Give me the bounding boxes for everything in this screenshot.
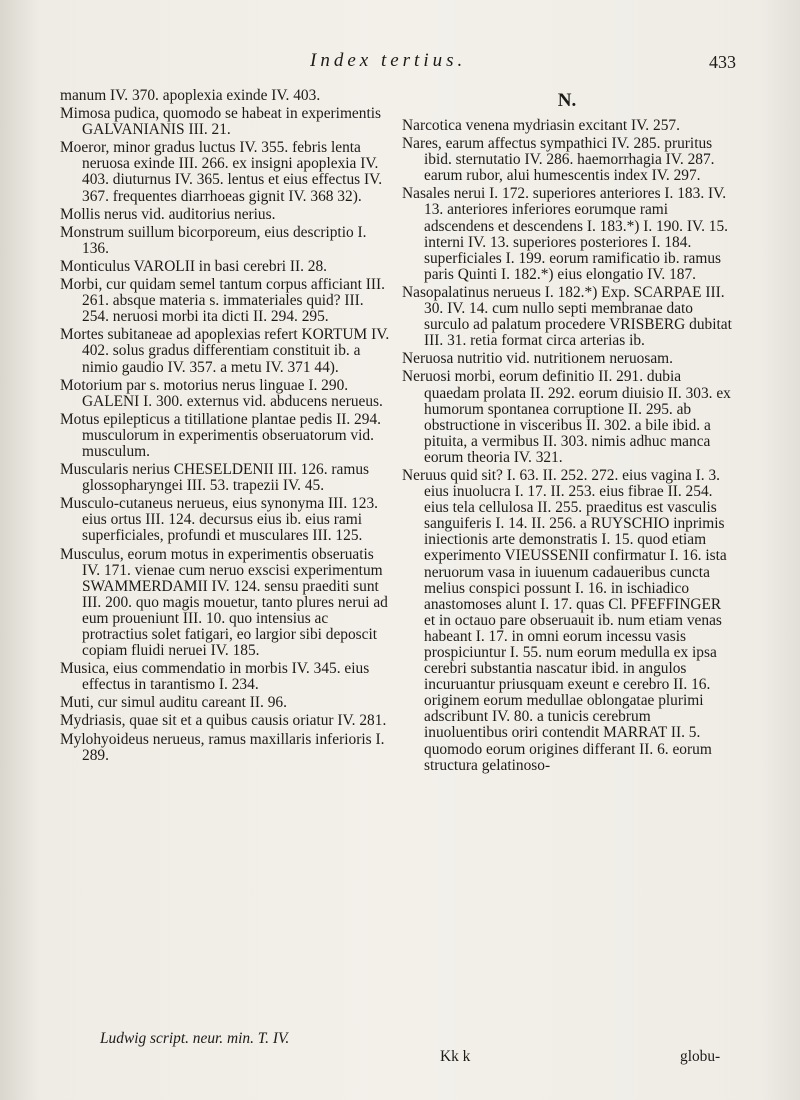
page-header [0,50,800,80]
index-entry: Nasopalatinus nerueus I. 182.*) Exp. SCARPAE III. 30. IV. 14. cum nullo septi membranae dato surculo ad palatum procedere VRISBERG dubitat III. 31. retia format circa arterias ib. [402,283,732,350]
index-entry: Mylohyoideus nerueus, ramus maxillaris inferioris I. 289. [60,730,385,764]
index-entry: Motus epilepticus a titillatione plantae pedis II. 294. musculorum in experimentis obseruatorum vid. musculum. [60,410,381,460]
index-entry: Musica, eius commendatio in morbis IV. 345. eius effectus in tarantismo I. 234. [60,660,370,694]
index-entry: Musculo-cutaneus nerueus, eius synonyma III. 123. eius ortus III. 124. decursus eius ib. eius rami superficiales, profundi et musculares III. 125. [60,495,379,545]
letter-heading: N. [557,90,577,111]
index-entry: Neruus quid sit? I. 63. II. 252. 272. eius vagina I. 3. eius inuolucra I. 17. II. 253. eius fibrae II. 254. eius tela cellulosa II. 255. praeditus est vasculis sanguiferis I. 14. II. 256. a RUYSCHIO inprimis iniectionis arte demonstratis I. 15. quod etiam experimento VIEUSSENII confirmatur I. 16. ista neruorum vasa in iuuenum cadaueribus cuncta melius conspici possunt I. 16. in ischiadico anastomoses alunt I. 17. quas Cl. PFEFFINGER et in octauo pare obseruauit ib. num etiam venas habeant I. 17. in omni eorum incessu vasis prospiciuntur I. 55. num eorum medulla ex ipsa cerebri substantia nascatur ibid. in angulos incuruantur priusquam exeunt e cerebro II. 16. originem eorum medullae oblongatae plurimi adscribunt IV. 80. a tunicis cerebrum inuoluentibus oriri contendit MARRAT II. 5. quomodo eorum origines differant II. 6. eorum structura gelatinoso- [402,466,727,774]
index-entry: Mydriasis, quae sit et a quibus causis oriatur IV. 281. [60,712,387,730]
index-entry: Mollis nerus vid. auditorius nerius. [60,205,276,223]
page-number: 433 [709,52,736,72]
index-entry: Motorium par s. motorius nerus linguae I. 290. GALENI I. 300. externus vid. abducens nerueus. [60,376,383,410]
signature-mark: Kk k [440,1048,471,1065]
index-entry: Moeror, minor gradus luctus IV. 355. febris lenta neruosa exinde III. 266. ex insigni apoplexia IV. 403. diuturnus IV. 365. lentus et eius effectus IV. 367. frequentes diarrhoeas gignit IV. 368 32). [60,139,383,205]
index-entry: Mimosa pudica, quomodo se habeat in experimentis GALVANIANIS III. 21. [60,105,381,139]
index-entry: Muti, cur simul auditu careant II. 96. [60,694,287,712]
index-entry: Muscularis nerius CHESELDENII III. 126. ramus glossopharyngei III. 53. trapezii IV. 45. [60,461,370,495]
index-entry: manum IV. 370. apoplexia exinde IV. 403. [60,87,321,104]
index-entry: Narcotica venena mydriasin excitant IV. 257. [402,117,680,134]
index-entry: Musculus, eorum motus in experimentis obseruatis IV. 171. vienae cum neruo exscisi experimentum SWAMMERDAMII IV. 124. sensu praediti sunt III. 200. quo magis mouetur, tanto plures nerui ad eum proueniunt III. 10. quo intensius ac protractius solet fatigari, eo largior sibi deposcit copiam fluidi neruei IV. 185. [60,545,388,660]
index-entry: Morbi, cur quidam semel tantum corpus afficiant III. 261. absque materia s. immateriales quid? III. 254. neruosi morbi ita dicti II. 294. 295. [60,276,385,326]
right-column [402,88,732,776]
running-head: Index tertius. [310,50,467,71]
index-entry: Monstrum suillum bicorporeum, eius descriptio I. 136. [60,223,367,257]
index-entry: Neruosi morbi, eorum definitio II. 291. dubia quaedam prolata II. 292. eorum diuisio II. 303. ex humorum spontanea corruptione II. 295. ab obstructione in visceribus II. 302. a bile ibid. a pituita, a vermibus II. 303. nimis adhuc manca eorum theoria IV. 321. [402,368,731,466]
index-entry: Nasales nerui I. 172. superiores anteriores I. 183. IV. 13. anteriores inferiores eorumque rami adscendens et descendens I. 183.*) I. 190. IV. 15. interni IV. 13. superiores posteriores I. 184. superficiales I. 199. eorum ramificatio ib. ramus paris Quinti I. 182.*) eius elongatio IV. 187. [402,185,729,283]
index-entry: Nares, earum affectus sympathici IV. 285. pruritus ibid. sternutatio IV. 286. haemorrhagia IV. 287. earum rubor, alui humescentis index IV. 297. [402,135,715,185]
index-entry: Neruosa nutritio vid. nutritionem neruosam. [402,350,673,368]
index-entry: Mortes subitaneae ad apoplexias refert KORTUM IV. 402. solus gradus differentiam constituit ib. a nimio gaudio IV. 357. a metu IV. 371 44). [60,326,390,376]
footnote: Ludwig script. neur. min. T. IV. [100,1030,290,1047]
page-footer [0,1030,800,1090]
catchword: globu- [680,1048,721,1065]
left-column [60,88,390,766]
index-entry: Monticulus VAROLII in basi cerebri II. 28. [60,257,328,275]
